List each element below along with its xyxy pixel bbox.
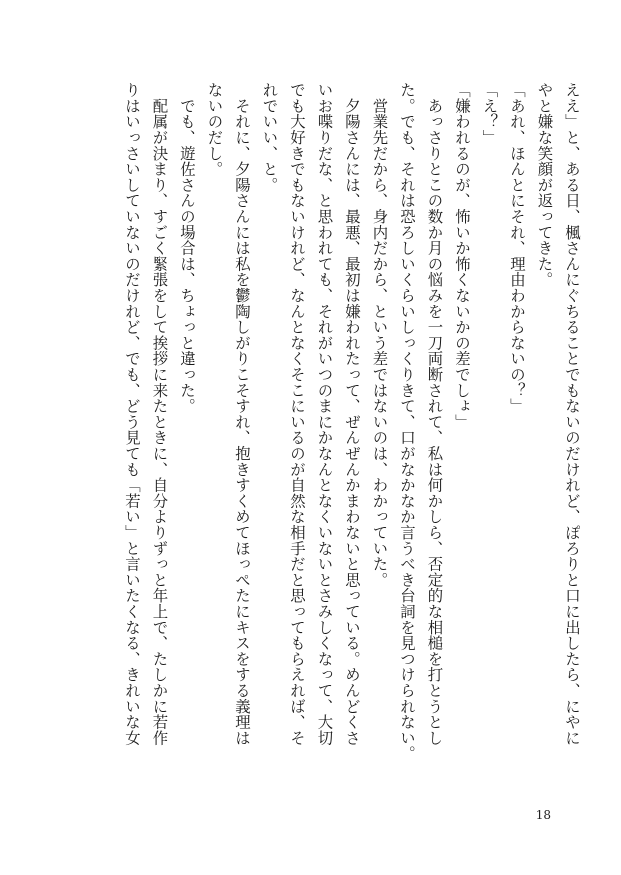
text-line: ええ」と、ある日、楓さんにぐちることでもないのだけれど、ぽろりと口に出したら、にやに — [563, 82, 581, 746]
text-line: 配属が決まり、すごく緊張をして挨拶に来たときに、自分よりずっと年上で、たしかに若作 — [150, 82, 169, 746]
text-line: 「え？」 — [480, 82, 499, 146]
text-line: 夕陽さんには、最悪、最初は嫌われたって、ぜんぜんかまわないと思っている。めんどくさ — [343, 82, 361, 746]
text-line: やと嫌な笑顔が返ってきた。 — [535, 82, 554, 288]
vertical-text-body — [118, 82, 586, 798]
text-line: りはいっさいしていないのだけれど、でも、どう見ても「若い」と言いたくなる、きれいな女 — [123, 82, 141, 746]
text-line: でも、遊佐さんの場合は、ちょっと違った。 — [178, 82, 196, 414]
text-line: ないのだし。 — [205, 82, 224, 177]
text-line: 「あれ、ほんとにそれ、理由わからないの？」 — [508, 82, 526, 414]
page-number: 18 — [535, 808, 551, 822]
text-line: た。でも、それは恐ろしいくらいしっくりきて、口がなかなか言うべき台詞を見つけられない。 — [398, 82, 416, 762]
text-line: あっさりとこの数か月の悩みを一刀両断されて、私は何かしら、否定的な相槌を打とうとし — [425, 82, 444, 746]
text-line: でも大好きでもないけれど、なんとなくそこにいるのが自然な相手だと思ってもらえれば、そ — [288, 82, 306, 746]
text-line: 営業先だから、身内だから、という差ではないのは、わかっていた。 — [370, 82, 389, 588]
text-line: いお喋りだな、と思われても、それがいつのまにかなんとなくいないとさみしくなって、大切 — [315, 82, 334, 746]
text-line: れでいい、と。 — [260, 82, 279, 193]
text-line: それに、夕陽さんには私を鬱陶しがりこそすれ、抱きすくめてほっぺたにキスをする義理は — [233, 82, 251, 746]
text-line: 「嫌われるのが、怖いか怖くないかの差でしょ」 — [453, 82, 471, 430]
